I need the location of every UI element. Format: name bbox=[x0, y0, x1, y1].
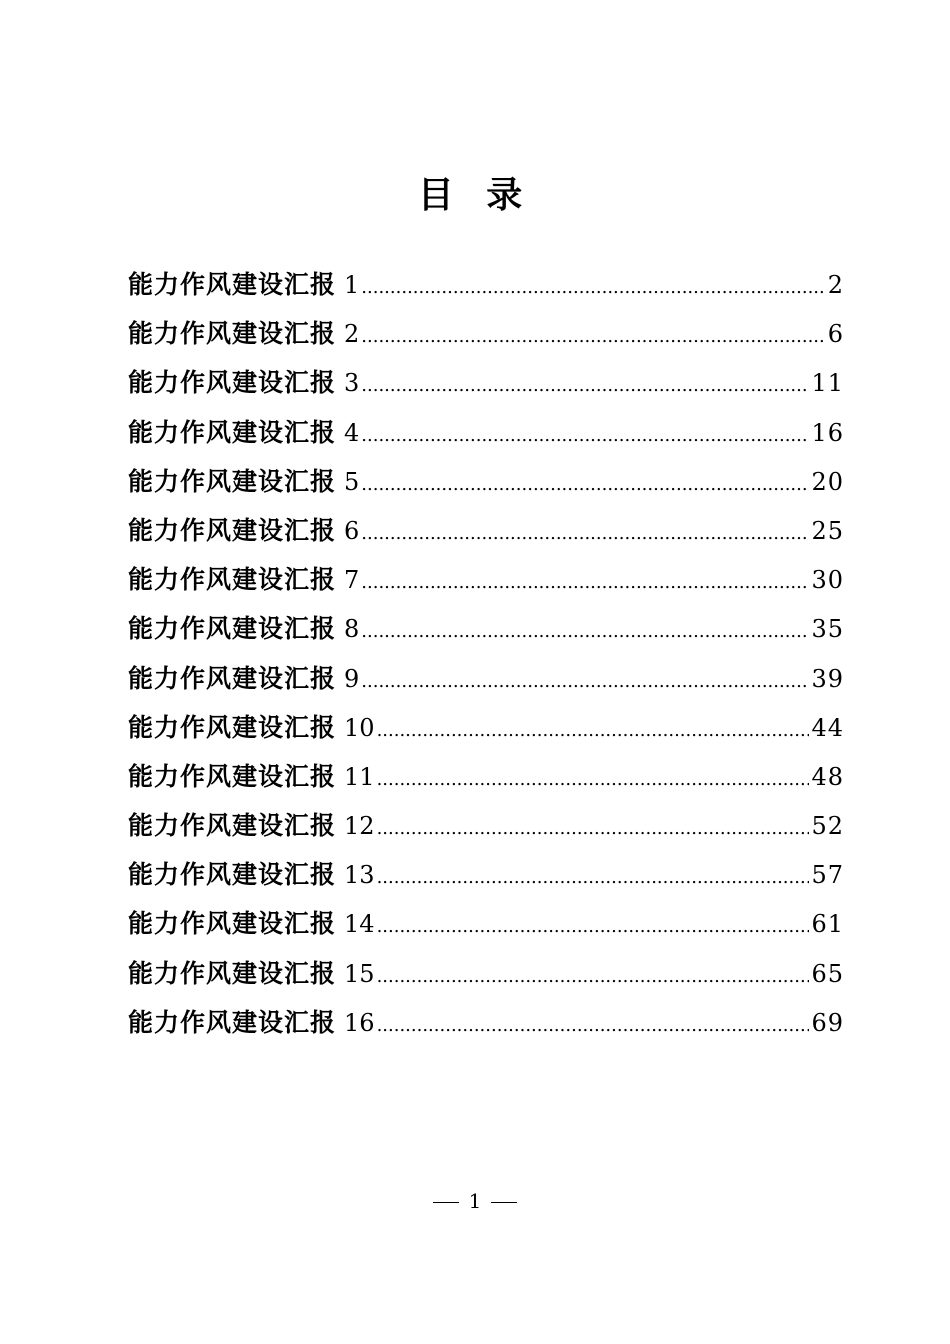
toc-entry-number: 13 bbox=[344, 861, 375, 890]
toc-entry[interactable] bbox=[128, 408, 844, 457]
toc-entry-title: 能力作风建设汇报 bbox=[128, 515, 337, 545]
toc-entry-number: 10 bbox=[344, 713, 375, 742]
toc-entry-number: 4 bbox=[344, 418, 360, 447]
toc-entry-number: 7 bbox=[344, 566, 360, 595]
toc-dot-leader bbox=[361, 558, 809, 607]
toc-entry-page: 11 bbox=[811, 369, 844, 398]
toc-entry-title: 能力作风建设汇报 bbox=[128, 368, 337, 398]
toc-entry-number: 11 bbox=[344, 762, 375, 791]
toc-entry[interactable] bbox=[128, 752, 844, 801]
toc-entry[interactable] bbox=[128, 801, 844, 850]
toc-entry-title: 能力作风建设汇报 bbox=[128, 860, 337, 890]
toc-dot-leader bbox=[377, 952, 810, 1001]
toc-dot-leader bbox=[377, 706, 810, 755]
toc-dot-leader bbox=[377, 902, 810, 951]
toc-entry-title: 能力作风建设汇报 bbox=[128, 417, 337, 447]
toc-entry-number: 15 bbox=[344, 959, 375, 988]
toc-entry-page: 57 bbox=[811, 861, 844, 890]
toc-entry-page: 16 bbox=[811, 418, 844, 447]
toc-entry-page: 25 bbox=[811, 516, 844, 545]
toc-dot-leader bbox=[361, 509, 809, 558]
toc-entry-page: 65 bbox=[811, 959, 844, 988]
toc-dot-leader bbox=[377, 804, 810, 853]
toc-entry-title: 能力作风建设汇报 bbox=[128, 565, 337, 595]
toc-entry-page: 52 bbox=[811, 812, 844, 841]
toc-entry-page: 30 bbox=[811, 566, 844, 595]
page-number: 1 bbox=[468, 1189, 482, 1213]
toc-entry-title: 能力作风建设汇报 bbox=[128, 761, 337, 791]
toc-dot-leader bbox=[361, 312, 825, 361]
toc-entry[interactable] bbox=[128, 309, 844, 358]
page-title: 目 录 bbox=[417, 175, 533, 216]
toc-entry[interactable] bbox=[128, 654, 844, 703]
toc-entry-title: 能力作风建设汇报 bbox=[128, 1007, 337, 1037]
toc-entry[interactable] bbox=[128, 998, 844, 1047]
toc-entry-number: 3 bbox=[344, 369, 360, 398]
toc-entry-number: 6 bbox=[344, 516, 360, 545]
toc-entry[interactable] bbox=[128, 555, 844, 604]
toc-entry-number: 5 bbox=[344, 467, 360, 496]
toc-entry[interactable] bbox=[128, 604, 844, 653]
toc-entry[interactable] bbox=[128, 260, 844, 309]
toc-entry-page: 6 bbox=[827, 320, 844, 349]
toc-entry[interactable] bbox=[128, 703, 844, 752]
toc-entry-page: 44 bbox=[811, 713, 844, 742]
toc-entry[interactable] bbox=[128, 949, 844, 998]
toc-dot-leader bbox=[361, 411, 809, 460]
toc-entry-number: 9 bbox=[344, 664, 360, 693]
toc-entry-page: 35 bbox=[811, 615, 844, 644]
page-footer bbox=[0, 1186, 950, 1216]
toc-dot-leader bbox=[377, 853, 810, 902]
toc-entry-title: 能力作风建设汇报 bbox=[128, 811, 337, 841]
footer-dash-right bbox=[491, 1202, 517, 1203]
toc-entry-number: 12 bbox=[344, 812, 375, 841]
toc-entry-page: 69 bbox=[811, 1008, 844, 1037]
toc-entry-title: 能力作风建设汇报 bbox=[128, 270, 337, 299]
toc-entry-page: 20 bbox=[811, 467, 844, 496]
toc-dot-leader bbox=[361, 460, 809, 509]
footer-dash-left bbox=[433, 1202, 459, 1203]
toc-dot-leader bbox=[377, 1001, 810, 1050]
toc-dot-leader bbox=[361, 607, 809, 656]
toc-entry-page: 39 bbox=[811, 664, 844, 693]
toc-entry-title: 能力作风建设汇报 bbox=[128, 614, 337, 644]
toc-entry-page: 61 bbox=[811, 910, 844, 939]
toc-entry-page: 2 bbox=[827, 271, 844, 299]
toc-entry-title: 能力作风建设汇报 bbox=[128, 319, 337, 349]
toc-entry-title: 能力作风建设汇报 bbox=[128, 466, 337, 496]
toc-dot-leader bbox=[361, 263, 825, 312]
toc-dot-leader bbox=[377, 755, 810, 804]
toc-entry-title: 能力作风建设汇报 bbox=[128, 958, 337, 988]
toc-entry-number: 2 bbox=[344, 320, 360, 349]
toc-entry-title: 能力作风建设汇报 bbox=[128, 909, 337, 939]
toc-entry-title: 能力作风建设汇报 bbox=[128, 712, 337, 742]
toc-entry-number: 14 bbox=[344, 910, 375, 939]
toc-entry[interactable] bbox=[128, 358, 844, 407]
toc-entry[interactable] bbox=[128, 506, 844, 555]
table-of-contents bbox=[128, 260, 844, 1047]
toc-entry[interactable] bbox=[128, 457, 844, 506]
toc-entry-number: 1 bbox=[344, 271, 360, 299]
toc-dot-leader bbox=[361, 361, 809, 410]
toc-entry[interactable] bbox=[128, 850, 844, 899]
toc-entry-title: 能力作风建设汇报 bbox=[128, 663, 337, 693]
toc-entry[interactable] bbox=[128, 899, 844, 948]
toc-entry-number: 8 bbox=[344, 615, 360, 644]
toc-dot-leader bbox=[361, 657, 809, 706]
toc-entry-page: 48 bbox=[811, 762, 844, 791]
toc-entry-number: 16 bbox=[344, 1008, 375, 1037]
